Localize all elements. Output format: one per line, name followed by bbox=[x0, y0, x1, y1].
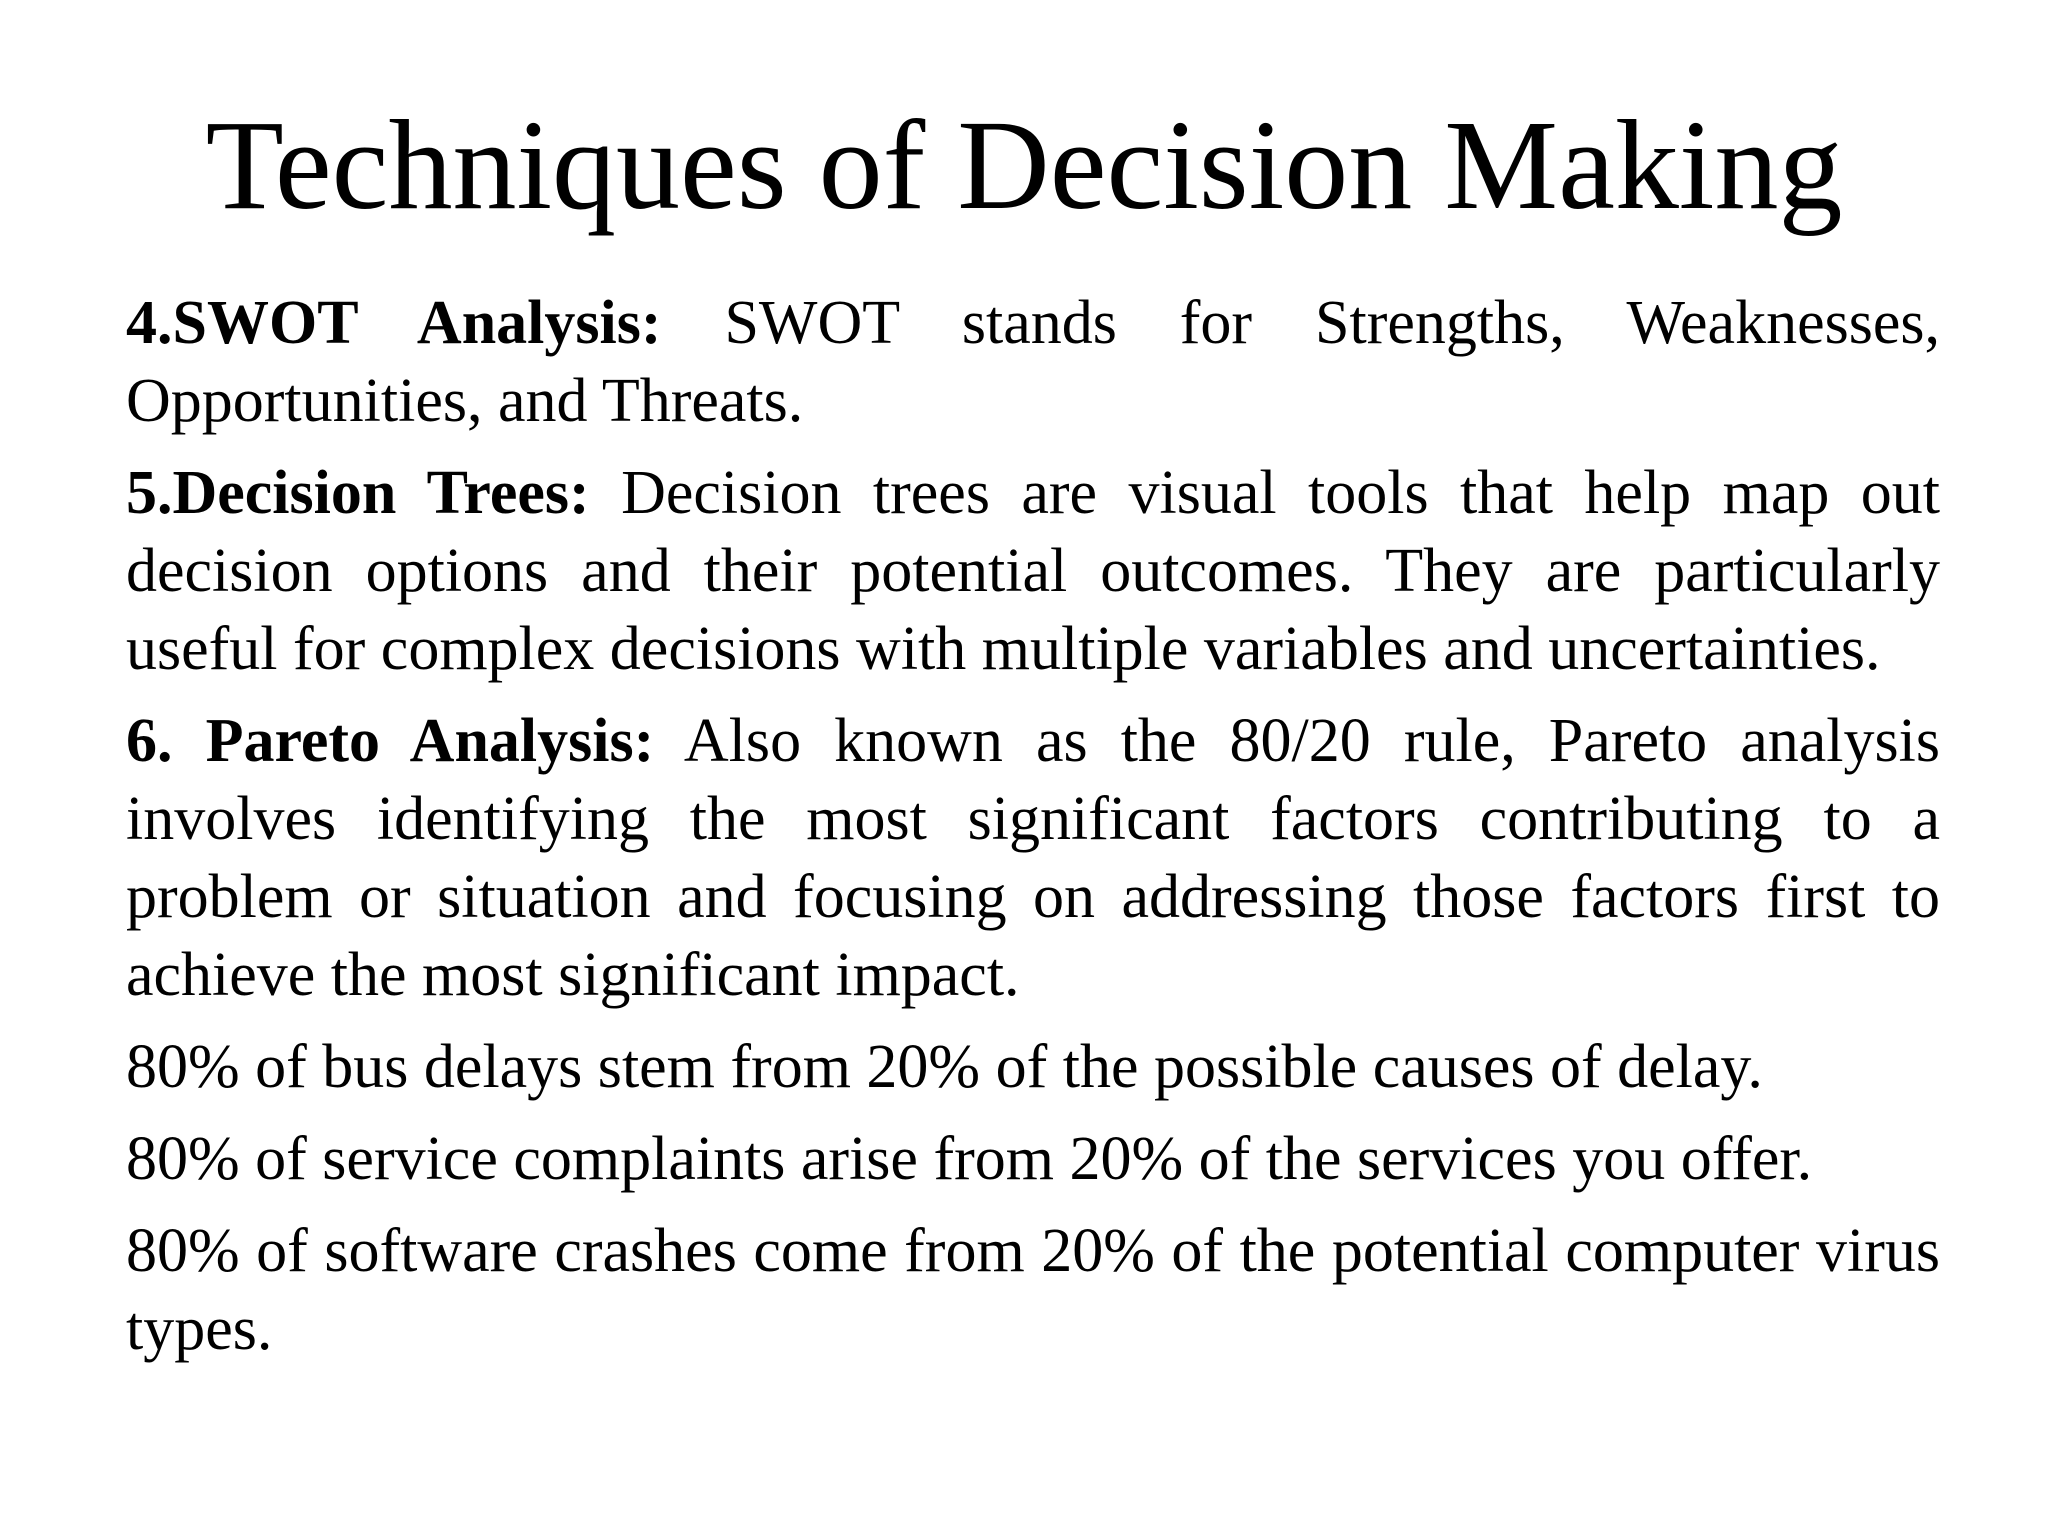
swot-paragraph bbox=[126, 284, 1940, 440]
example-bus-delays: 80% of bus delays stem from 20% of the possible causes of delay. bbox=[126, 1033, 1763, 1101]
slide-content bbox=[126, 284, 1940, 1382]
slide-title: Techniques of Decision Making bbox=[205, 94, 1843, 236]
pareto-text: Also known as the 80/20 rule, Pareto analysis involves identifying the most significant factors contributing to a problem or situation and focusing on addressing those factors first to achieve the most significant impact. bbox=[126, 707, 1941, 1009]
example-service-complaints: 80% of service complaints arise from 20% of the services you offer. bbox=[126, 1125, 1813, 1193]
swot-term: 4.SWOT Analysis: bbox=[126, 289, 662, 357]
decision-trees-paragraph bbox=[126, 454, 1940, 688]
example-software-crashes: 80% of software crashes come from 20% of the potential computer virus types. bbox=[126, 1217, 1940, 1363]
pareto-term: 6. Pareto Analysis: bbox=[126, 707, 655, 775]
decision-trees-term: 5.Decision Trees: bbox=[126, 459, 590, 527]
decision-trees-text: Decision trees are visual tools that help map out decision options and their potential outcomes. They are particularly useful for complex decisions with multiple variables and uncertainties. bbox=[126, 459, 1940, 683]
swot-text: SWOT stands for Strengths, Weaknesses, Opportunities, and Threats. bbox=[126, 289, 1941, 435]
pareto-paragraph bbox=[126, 702, 1940, 1014]
